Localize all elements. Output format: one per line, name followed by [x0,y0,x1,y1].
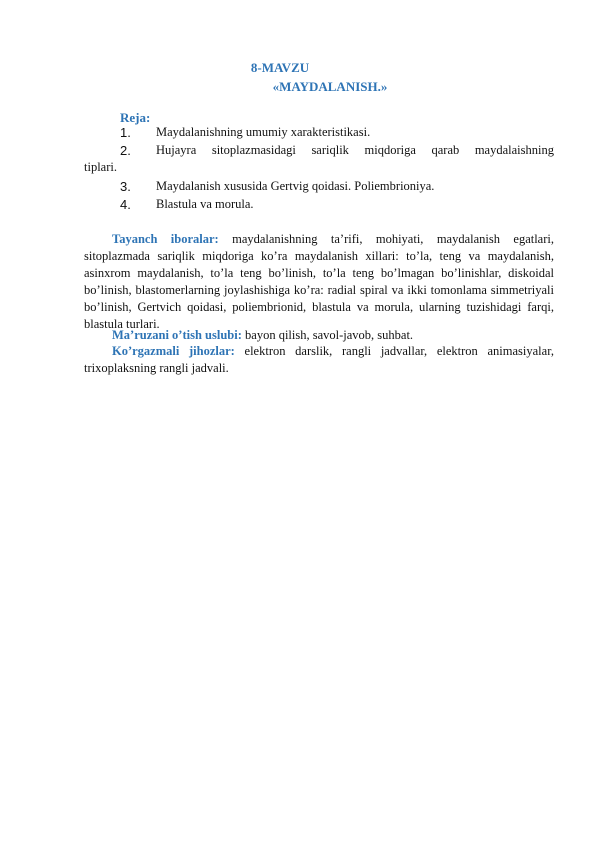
plan-label: Reja: [120,110,151,125]
plan-item-3 [84,178,512,195]
visual-aids-text: elektron darslik, rangli jadvallar, elektron animasiyalar, trixoplaksning rangli jadvali. [84,344,554,375]
plan-item-text-continuation: tiplari. [84,160,117,174]
lecture-method-label: Ma’ruzani o’tish uslubi: [112,328,242,342]
plan-item-text: Maydalanishning umumiy xarakteristikasi. [156,125,371,139]
keywords-text: maydalanishning ta’rifi, mohiyati, maydalanish egatlari, sitoplazmada sariqlik miqdoriga ko’ra maydalanish xillari: to’la, teng va maydalanish, asinxrom maydalanish, to’la teng bo’linish, to’la teng bo’lmagan bo’linishlar, diskoidal bo’linish, blastomerlarning joylashishiga ko’ra: radial spiral va ikki tomonlama simmetriyali bo’linish, Gertvich qoidasi, poliembrionid, blastula va morula, ularning tuzishidagi farqi, blastula turlari. [84,232,554,331]
visual-aids-paragraph [84,343,554,377]
plan-item-text: Blastula va morula. [156,197,254,211]
topic-number: 8-MAVZU [250,60,310,75]
plan-item-1 [84,124,512,141]
plan-item-4 [84,196,512,213]
keywords-paragraph [84,231,554,332]
plan-item-number: 4. [120,197,131,212]
plan-item-number: 2. [120,143,131,158]
lecture-method-paragraph [84,327,554,344]
topic-title: «MAYDALANISH.» [272,79,388,94]
plan-item-number: 3. [120,179,131,194]
plan-item-number: 1. [120,125,131,140]
lecture-method-text: bayon qilish, savol-javob, suhbat. [241,328,414,342]
plan-item-text: Hujayra sitoplazmasidagi sariqlik miqdoriga qarab maydalaishning [156,143,554,157]
keywords-label: Tayanch iboralar: [112,232,219,246]
plan-item-text: Maydalanish xususida Gertvig qoidasi. Poliembrioniya. [156,179,435,193]
plan-item-2 [84,142,554,174]
visual-aids-label: Ko’rgazmali jihozlar: [112,344,235,358]
